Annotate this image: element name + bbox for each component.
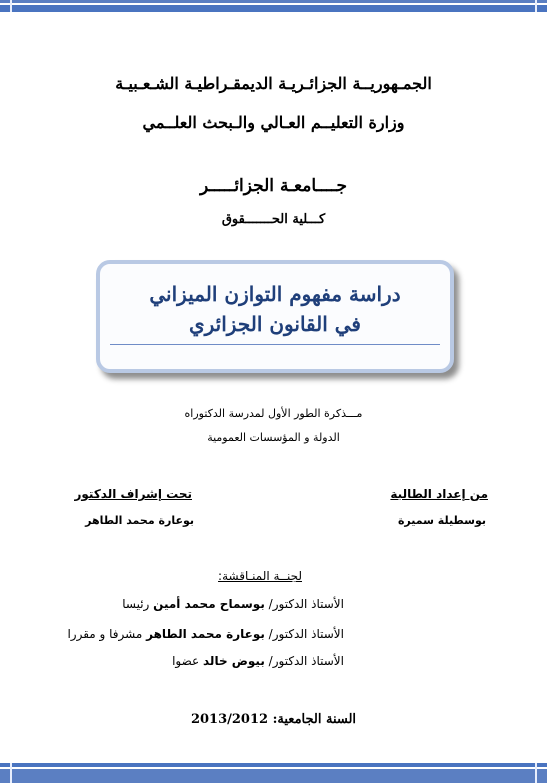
republic-heading: الجمـهوريــة الجزائـريـة الديمقـراطيـة الشـعـبيـة bbox=[115, 74, 432, 93]
supervisor-label: تحت إشراف الدكتور bbox=[74, 487, 192, 501]
thesis-title-box bbox=[96, 260, 454, 373]
committee-member bbox=[172, 654, 344, 668]
member-prefix: الأستاذ الدكتور/ bbox=[264, 597, 344, 611]
committee-heading: لجنــة المنـاقشة: bbox=[218, 569, 302, 583]
member-prefix: الأستاذ الدكتور/ bbox=[264, 654, 344, 668]
top-border-frame bbox=[0, 0, 547, 12]
committee-member bbox=[122, 597, 344, 611]
supervisor-name: بوعارة محمد الطاهر bbox=[85, 514, 194, 527]
member-name: بوعارة محمد الطاهر bbox=[146, 627, 265, 641]
member-name: بيوض خالد bbox=[203, 654, 265, 668]
member-name: بوسماح محمد أمين bbox=[153, 597, 265, 611]
bottom-border-frame bbox=[0, 763, 547, 783]
academic-year bbox=[0, 712, 547, 727]
member-role: رئيسا bbox=[122, 597, 154, 611]
student-name: بوسطيلة سميرة bbox=[397, 514, 486, 527]
member-role: مشرفا و مقررا bbox=[67, 627, 147, 641]
academic-year-label: السنة الجامعية: bbox=[268, 712, 357, 727]
committee-member bbox=[67, 627, 344, 641]
member-role: عضوا bbox=[172, 654, 203, 668]
thesis-title-line1: دراسة مفهوم التوازن الميزاني bbox=[149, 282, 401, 306]
title-underline bbox=[110, 344, 440, 345]
degree-line1: مـــذكرة الطور الأول لمدرسة الدكتوراه bbox=[184, 407, 363, 420]
thesis-title-line2: في القانون الجزائري bbox=[188, 312, 361, 336]
student-label: من إعداد الطالبة bbox=[390, 487, 488, 501]
member-prefix: الأستاذ الدكتور/ bbox=[264, 627, 344, 641]
ministry-heading: وزارة التعليــم العـالي والـبحث العلــمي bbox=[142, 113, 405, 132]
academic-year-value: 2013/2012 bbox=[190, 712, 269, 727]
university-heading: جــــامعـة الجزائـــــر bbox=[200, 176, 347, 196]
faculty-heading: كـــلية الحـــــــقوق bbox=[221, 212, 326, 227]
degree-line2: الدولة و المؤسسات العمومية bbox=[207, 431, 340, 444]
